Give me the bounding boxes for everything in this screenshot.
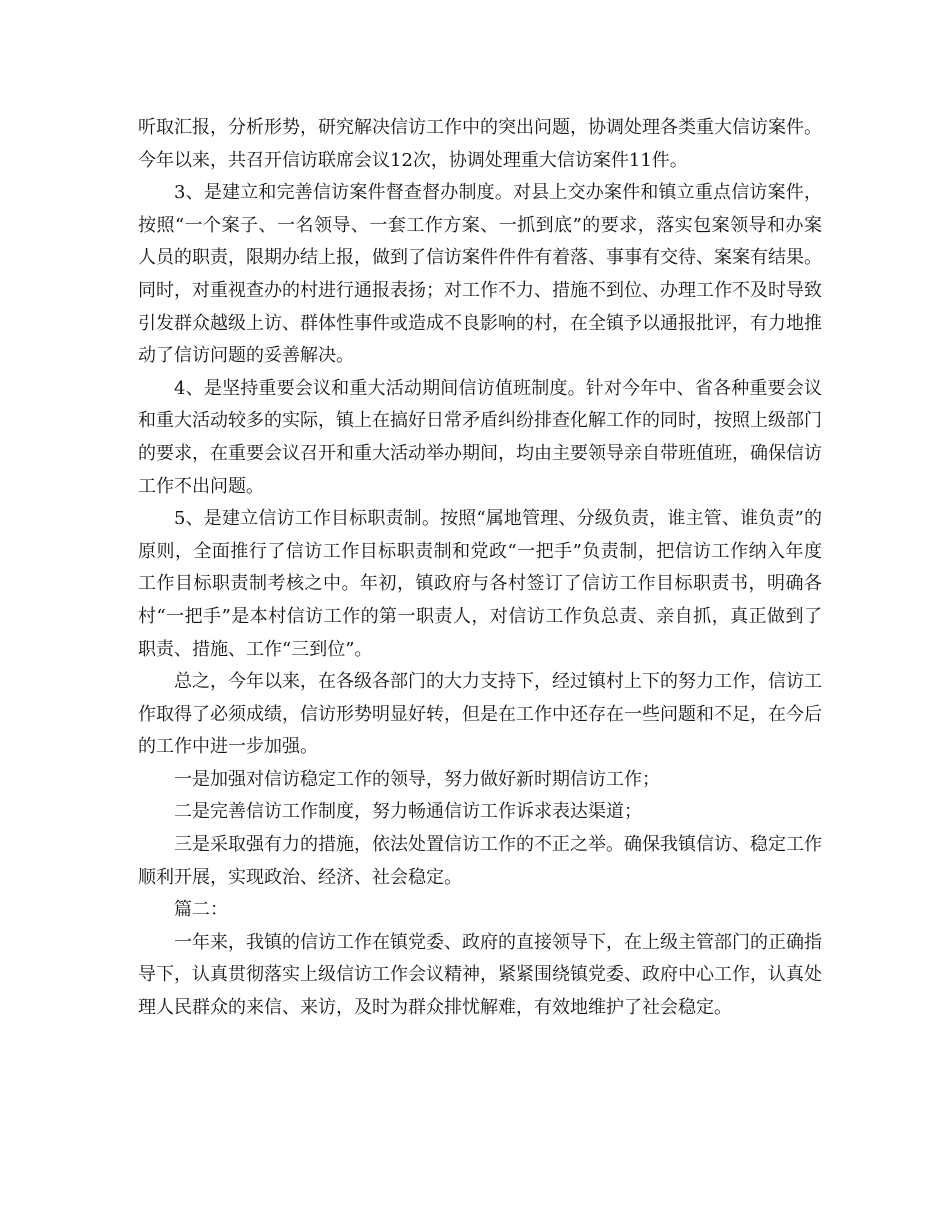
paragraph-continuation: 听取汇报，分析形势，研究解决信访工作中的突出问题，协调处理各类重大信访案件。今年以来，共召开信访联席会议12次，协调处理重大信访案件11件。 [138, 117, 822, 171]
section-heading-part-two: 篇二： [174, 899, 228, 921]
paragraph-point-two: 二是完善信访工作制度，努力畅通信访工作诉求表达渠道； [174, 801, 642, 823]
document-page [138, 112, 822, 1025]
paragraph-point-three: 三是采取强有力的措施，依法处置信访工作的不正之举。确保我镇信访、稳定工作顺利开展，实现政治、经济、社会稳定。 [138, 834, 822, 888]
paragraph-summary: 总之，今年以来，在各级各部门的大力支持下，经过镇村上下的努力工作，信访工作取得了必须成绩，信访形势明显好转，但是在工作中还存在一些问题和不足，在今后的工作中进一步加强。 [138, 671, 822, 758]
paragraph-part-two-intro: 一年来，我镇的信访工作在镇党委、政府的直接领导下，在上级主管部门的正确指导下，认真贯彻落实上级信访工作会议精神，紧紧围绕镇党委、政府中心工作，认真处理人民群众的来信、来访，及时为群众排忧解难，有效地维护了社会稳定。 [138, 931, 822, 1019]
paragraph-point-one: 一是加强对信访稳定工作的领导，努力做好新时期信访工作； [174, 768, 660, 790]
paragraph-item-3-supervision: 3、是建立和完善信访案件督查督办制度。对县上交办案件和镇立重点信访案件，按照“一个案子、一名领导、一套工作方案、一抓到底”的要求，落实包案领导和办案人员的职责，限期办结上报，做到了信访案件件件有着落、事事有交待、案案有结果。同时，对重视查办的村进行通报表扬；对工作不力、措施不到位、办理工作不及时导致引发群众越级上访、群体性事件或造成不良影响的村，在全镇予以通报批评，有力地推动了信访问题的妥善解决。 [138, 182, 822, 367]
paragraph-item-5-responsibility: 5、是建立信访工作目标职责制。按照“属地管理、分级负责，谁主管、谁负责”的原则，全面推行了信访工作目标职责制和党政“一把手”负责制，把信访工作纳入年度工作目标职责制考核之中。年初，镇政府与各村签订了信访工作目标职责书，明确各村“一把手”是本村信访工作的第一职责人，对信访工作负总责、亲自抓，真正做到了职责、措施、工作“三到位”。 [138, 508, 822, 660]
paragraph-item-4-duty: 4、是坚持重要会议和重大活动期间信访值班制度。针对今年中、省各种重要会议和重大活动较多的实际，镇上在搞好日常矛盾纠纷排查化解工作的同时，按照上级部门的要求，在重要会议召开和重大活动举办期间，均由主要领导亲自带班值班，确保信访工作不出问题。 [138, 377, 822, 497]
